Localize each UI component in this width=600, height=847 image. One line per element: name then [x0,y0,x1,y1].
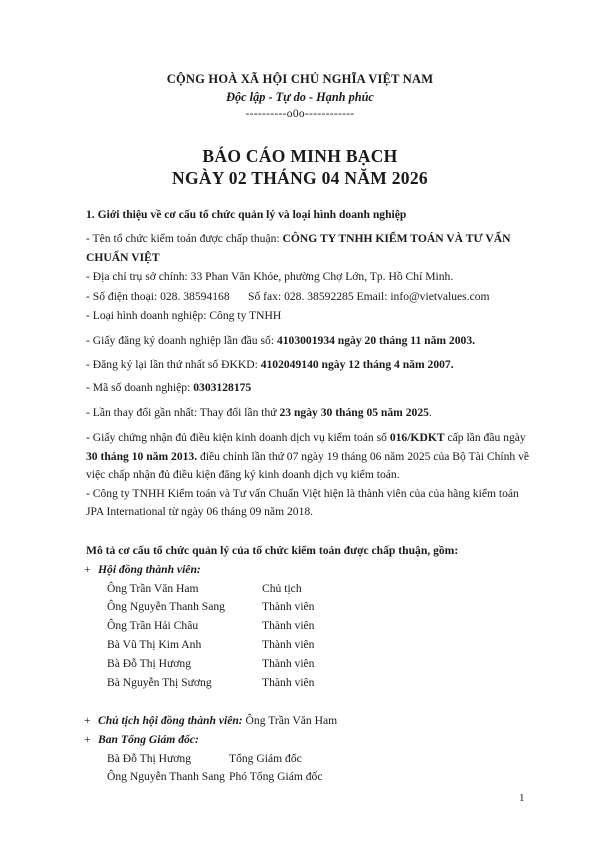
director-role: Phó Tổng Giám đốc [229,770,323,783]
chairman-line [98,714,337,728]
national-title: CỘNG HOÀ XÃ HỘI CHỦ NGHĨA VIỆT NAM [166,72,434,86]
directors-label: Ban Tổng Giám đốc: [98,733,199,746]
reg-first-line [86,334,475,348]
board-member-role: Chủ tịch [262,582,302,595]
cert-label: - Giấy chứng nhận đủ điều kiện kinh doanh dịch vụ kiểm toán số [86,431,390,444]
national-motto: Độc lập - Tự do - Hạnh phúc [226,90,374,104]
board-member-name: Ông Trần Văn Ham [107,582,199,595]
report-title: BÁO CÁO MINH BẠCH [202,146,398,166]
cert-mid: cấp lần đầu ngày [444,431,526,444]
report-date: NGÀY 02 THÁNG 04 NĂM 2026 [172,168,428,188]
membership-line-1: - Công ty TNHH Kiểm toán và Tư vấn Chuẩn Việt hiện là thành viên của của hãng kiểm toán [86,487,519,500]
directors-bullet: + [84,733,91,746]
cert-number: 016/KDKT [389,431,445,444]
director-name: Ông Nguyễn Thanh Sang [107,770,225,783]
header-separator: ----------o0o------------ [245,108,355,120]
board-member-name: Bà Nguyễn Thị Sương [107,676,212,689]
section-1-heading: 1. Giới thiệu về cơ cấu tổ chức quản lý và loại hình doanh nghiệp [86,208,407,221]
tax-code-line [86,381,251,395]
director-name: Bà Đỗ Thị Hương [107,752,192,765]
cert-date: 30 tháng 10 năm 2013. [86,450,198,463]
reg-again-value: 4102049140 ngày 12 tháng 4 năm 2007. [260,358,454,371]
reg-again-line [86,358,454,372]
latest-change-end: . [428,406,432,419]
board-member-name: Bà Đỗ Thị Hương [107,657,192,670]
board-member-role: Thành viên [262,657,315,670]
latest-change-line [86,406,432,420]
chairman-label: Chủ tịch hội đồng thành viên: [98,714,243,727]
latest-change-value: 23 ngày 30 tháng 05 năm 2025 [279,406,429,419]
phone-line: - Số điện thoại: 028. 38594168 [86,290,230,303]
board-member-role: Thành viên [262,638,315,651]
chairman-name: Ông Trần Văn Ham [242,714,338,727]
cert-line-2-rest: điều chỉnh lần thứ 07 ngày 19 tháng 06 năm 2025 của Bộ Tài Chính về [197,450,530,463]
structure-heading: Mô tả cơ cấu tổ chức quản lý của tổ chức kiểm toán được chấp thuận, gồm: [86,544,459,557]
reg-first-label: - Giấy đăng ký doanh nghiệp lần đầu số: [86,334,277,347]
board-member-role: Thành viên [262,676,315,689]
board-member-role: Thành viên [262,600,315,613]
board-member-role: Thành viên [262,619,315,632]
board-member-name: Ông Trần Hải Châu [107,619,199,632]
board-member-name: Ông Nguyễn Thanh Sang [107,600,225,613]
tax-code-label: - Mã số doanh nghiệp: [86,381,194,394]
reg-again-label: - Đăng ký lại lần thứ nhất số ĐKKD: [86,358,261,371]
membership-line-2: JPA International từ ngày 06 tháng 09 năm 2018. [86,505,314,518]
reg-first-value: 4103001934 ngày 20 tháng 11 năm 2003. [276,334,476,347]
address-line: - Địa chỉ trụ sở chính: 33 Phan Văn Khỏe, phường Chợ Lớn, Tp. Hồ Chí Minh. [86,270,454,283]
business-type-line: - Loại hình doanh nghiệp: Công ty TNHH [86,309,282,322]
org-name-line [86,232,510,246]
cert-line-2 [86,450,529,464]
org-name-label: - Tên tổ chức kiểm toán được chấp thuận: [86,232,283,245]
latest-change-label: - Lần thay đổi gần nhất: Thay đổi lần thứ [86,406,280,419]
org-name-value-cont: CHUẨN VIỆT [86,251,160,264]
chairman-bullet: + [84,714,91,727]
tax-code-value: 0303128175 [193,381,252,394]
page-number: 1 [519,792,525,804]
cert-line-1 [86,431,526,445]
cert-line-3: việc chấp nhận đủ điều kiện đăng ký kinh doanh dịch vụ kiểm toán. [86,468,400,481]
board-label: Hội đồng thành viên: [98,563,201,576]
board-member-name: Bà Vũ Thị Kim Anh [107,638,202,651]
board-bullet: + [84,563,91,576]
director-role: Tổng Giám đốc [229,752,302,765]
org-name-value: CÔNG TY TNHH KIỂM TOÁN VÀ TƯ VẤN [282,232,511,245]
fax-email-line: Số fax: 028. 38592285 Email: info@vietvalues.com [248,290,490,303]
